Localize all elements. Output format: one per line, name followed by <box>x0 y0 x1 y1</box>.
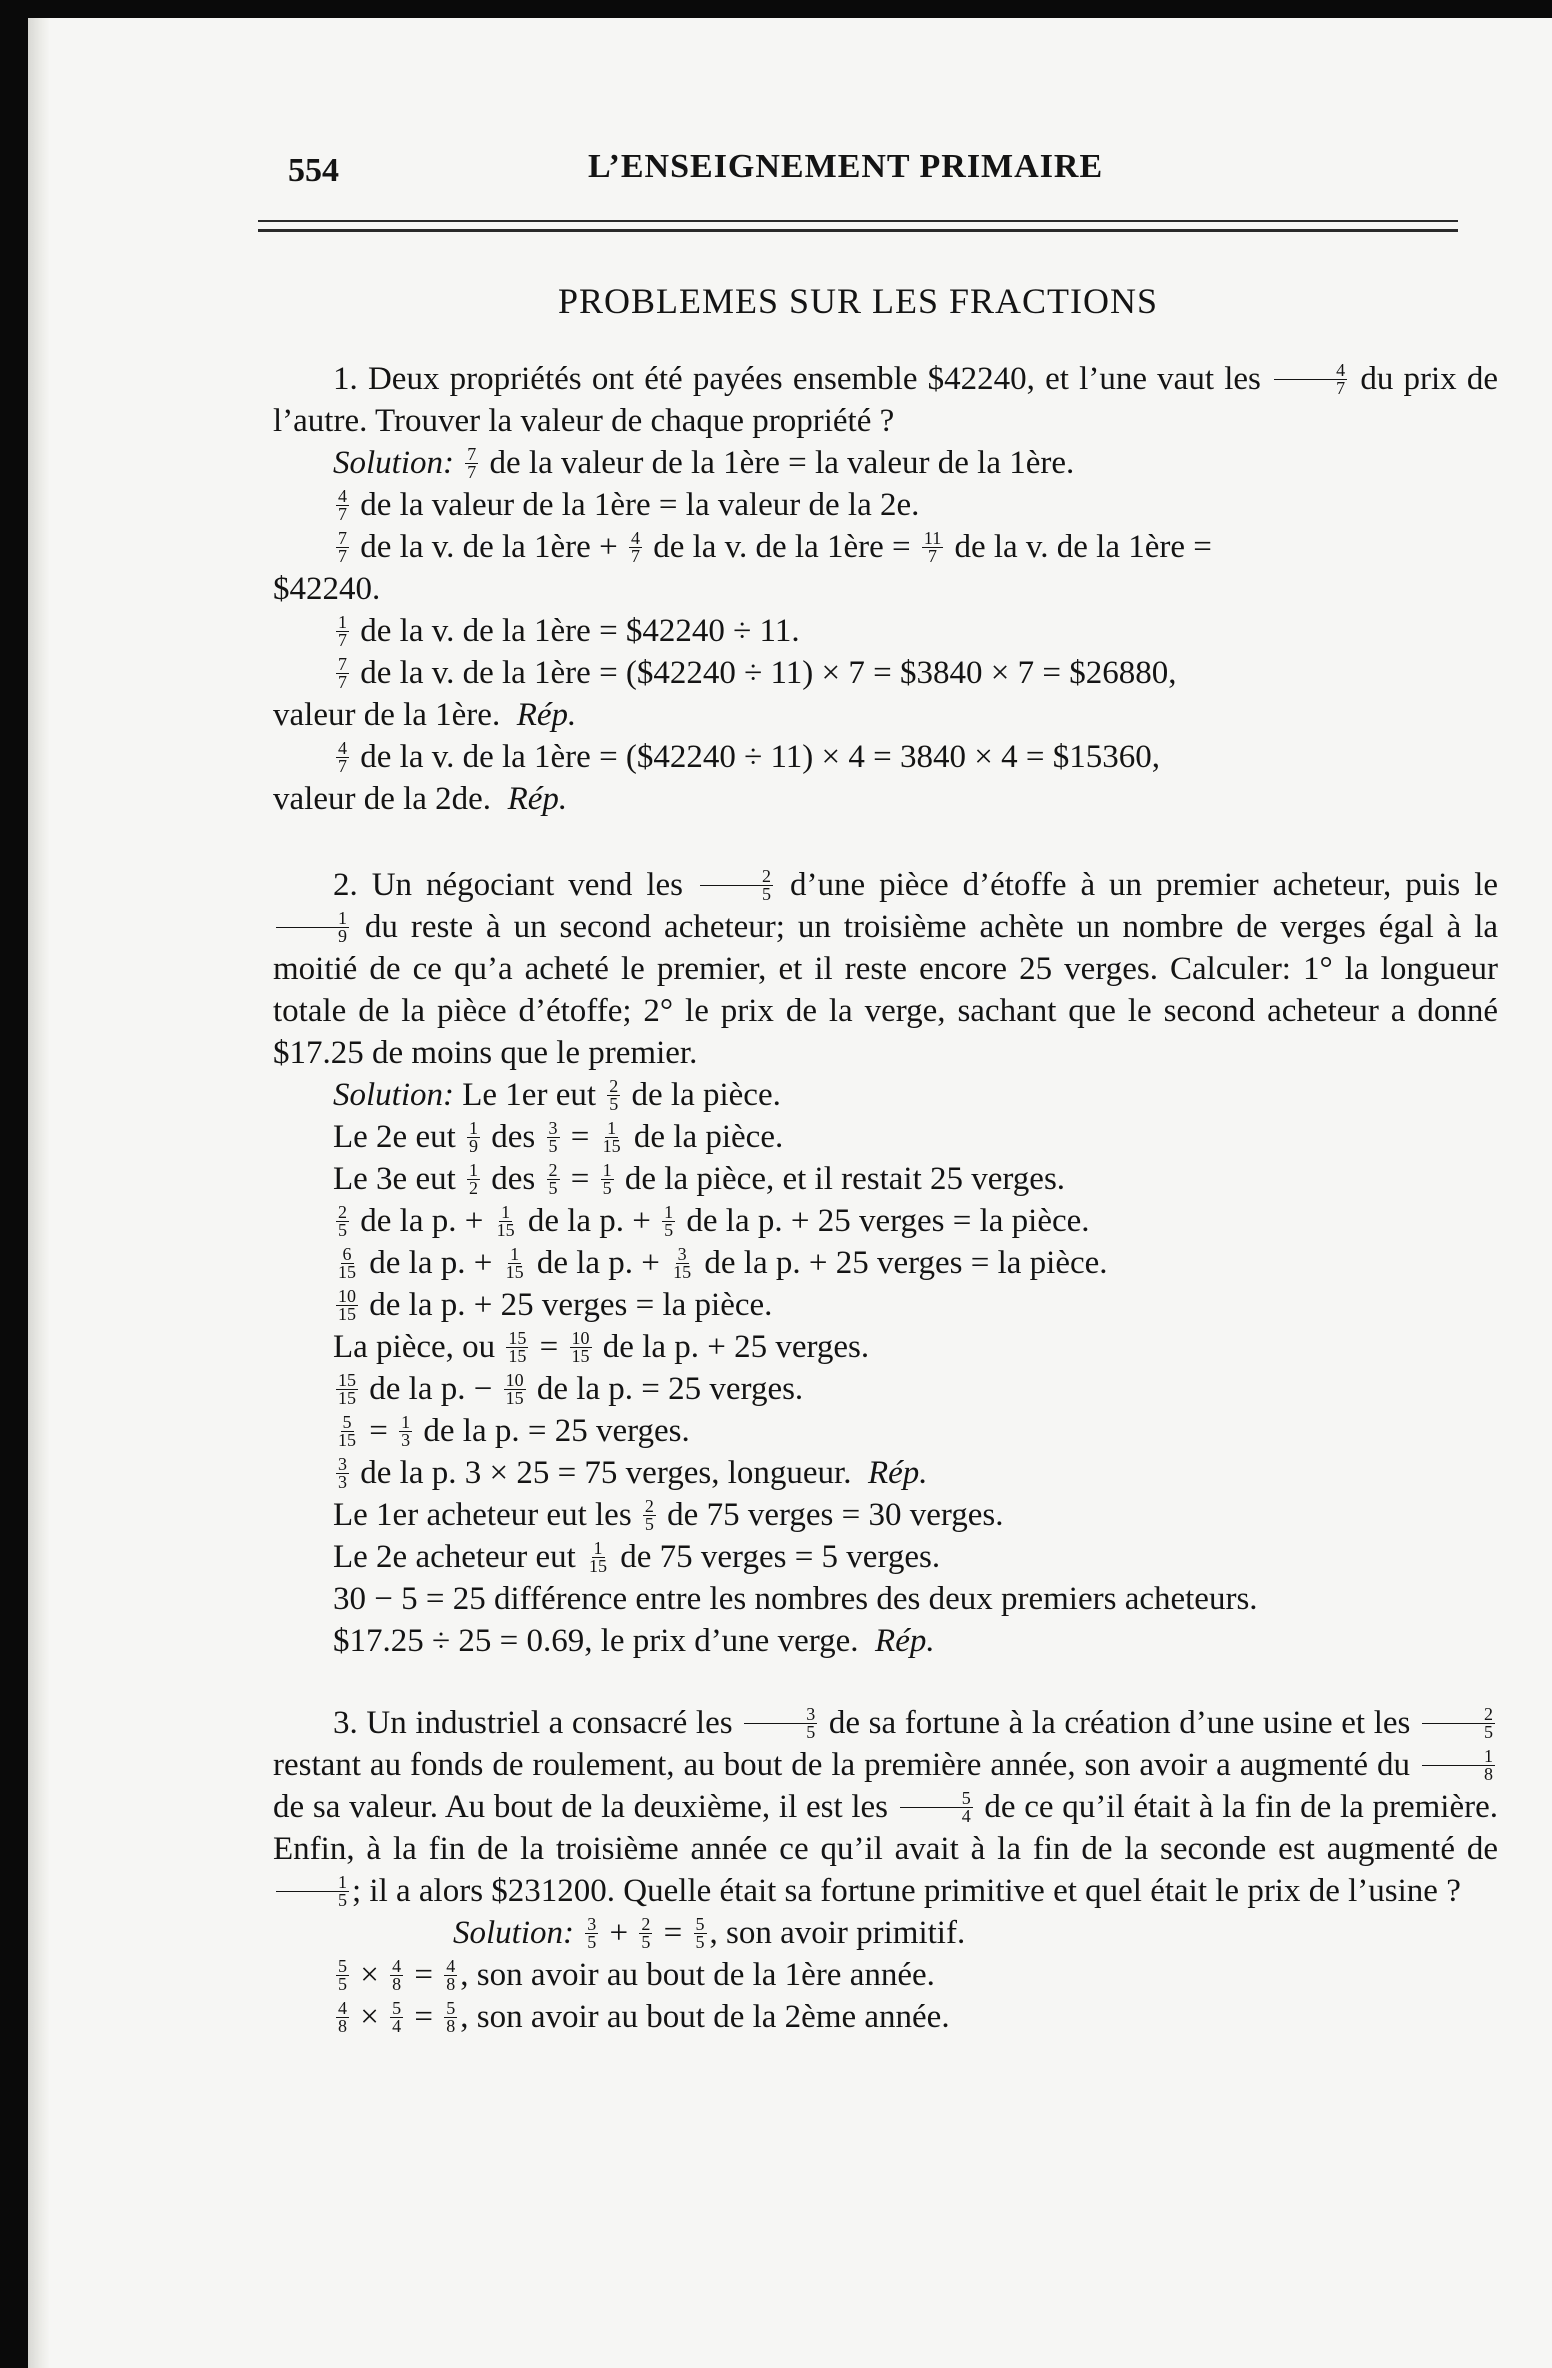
statement-text: de sa fortune à la création d’une usine et les <box>828 1705 1411 1741</box>
solution-text: Le 1er eut <box>462 1077 597 1113</box>
solution-text: de 75 verges = 30 verges. <box>667 1497 1004 1533</box>
fraction: $\frac{10}{15}$ <box>505 1369 524 1408</box>
page-number: 554 <box>288 152 339 189</box>
solution-line <box>273 1326 1498 1368</box>
fraction: $\frac{4}{8}$ <box>392 1955 402 1994</box>
statement-text: de ce qu’il était à la fin de la première. Enfin, à la fin de la troisième année ce qu’il avait à la fin de la seconde est augmenté de <box>273 1789 1499 1867</box>
fraction: $\frac{15}{15}$ <box>338 1369 356 1408</box>
solution-text: de la p. + 25 verges. <box>602 1329 870 1365</box>
solution-line <box>273 1996 1498 2038</box>
solution-line <box>273 610 1498 652</box>
fraction: $\frac{4}{7}$ <box>1274 362 1347 397</box>
fraction: $\frac{2}{5}$ <box>641 1913 651 1952</box>
rep-label: Rép. <box>516 697 577 733</box>
fraction: $\frac{10}{15}$ <box>338 1285 356 1324</box>
solution-line <box>273 1074 1498 1116</box>
solution-text: des <box>491 1119 536 1155</box>
problem-number: 3. <box>333 1705 358 1741</box>
solution-text: de la pièce. <box>633 1119 784 1155</box>
solution-text: des <box>491 1161 536 1197</box>
solution-line <box>273 1494 1498 1536</box>
fraction: $\frac{1}{5}$ <box>602 1159 612 1198</box>
solution-text: de la p. 3 × 25 = 75 verges, longueur. <box>360 1455 852 1491</box>
solution-text: de la pièce, et il restait 25 verges. <box>624 1161 1066 1197</box>
solution-text: = <box>570 1119 590 1155</box>
fraction: $\frac{3}{5}$ <box>548 1117 558 1156</box>
solution-text: de la pièce. <box>631 1077 781 1113</box>
solution-text: de la p. + 25 verges = la pièce. <box>704 1245 1108 1281</box>
fraction: $\frac{4}{7}$ <box>338 485 347 524</box>
solution-line <box>273 1116 1498 1158</box>
fraction: $\frac{3}{3}$ <box>338 1453 347 1492</box>
fraction: $\frac{2}{5}$ <box>644 1495 654 1534</box>
solution-line <box>273 526 1498 568</box>
statement-text: Deux propriétés ont été payées ensemble $42240, et l’une vaut les <box>367 361 1261 397</box>
problem-number: 1. <box>333 361 358 397</box>
solution-text: de la p. + 25 verges = la pièce. <box>369 1287 773 1323</box>
page-content <box>273 358 1498 2038</box>
solution-text: × <box>360 1957 379 1993</box>
solution-text: de la valeur de la 1ère = la valeur de la 2e. <box>360 487 920 523</box>
solution-text: de la p. + <box>369 1245 493 1281</box>
fraction: $\frac{4}{8}$ <box>446 1955 456 1994</box>
fraction: $\frac{10}{15}$ <box>571 1327 590 1366</box>
solution-line <box>273 484 1498 526</box>
fraction: $\frac{1}{5}$ <box>276 1874 349 1909</box>
statement-text: restant au fonds de roulement, au bout de la première année, son avoir a augmenté du <box>273 1747 1411 1783</box>
fraction: $\frac{11}{7}$ <box>923 527 942 566</box>
fraction: $\frac{1}{15}$ <box>496 1201 515 1240</box>
problem-1-statement <box>273 358 1498 442</box>
solution-text: de la p. + 25 verges = la pièce. <box>686 1203 1090 1239</box>
solution-line <box>273 1620 1498 1662</box>
fraction: $\frac{5}{4}$ <box>392 1997 402 2036</box>
fraction: $\frac{4}{7}$ <box>338 737 347 776</box>
solution-text: de la p. + <box>360 1203 484 1239</box>
fraction: $\frac{2}{5}$ <box>338 1201 347 1240</box>
fraction: $\frac{2}{5}$ <box>1422 1706 1495 1741</box>
statement-text: du reste à un second acheteur; un troisième achète un nombre de verges égal à la moitié de ce qu’a acheté le premier, et il reste encore 25 verges. Calculer: 1° la longueur totale de la pièce d’étoffe; 2° le prix de la verge, sachant que le second acheteur a donné $17.25 de moins que le premier. <box>273 909 1499 1071</box>
rep-label: Rép. <box>875 1623 935 1659</box>
solution-line <box>273 1242 1498 1284</box>
statement-text: Un industriel a consacré les <box>366 1705 733 1741</box>
fraction: $\frac{1}{7}$ <box>338 611 347 650</box>
fraction: $\frac{5}{5}$ <box>338 1955 347 1994</box>
solution-text: Le 2e acheteur eut <box>333 1539 576 1575</box>
solution-line <box>273 694 1498 736</box>
rep-label: Rép. <box>867 1455 928 1491</box>
fraction: $\frac{6}{15}$ <box>338 1243 356 1282</box>
solution-line <box>273 1410 1498 1452</box>
fraction: $\frac{7}{7}$ <box>338 653 347 692</box>
fraction: $\frac{1}{3}$ <box>401 1411 411 1450</box>
solution-line <box>273 1912 1498 1954</box>
solution-text: de la p. + <box>536 1245 660 1281</box>
fraction: $\frac{5}{15}$ <box>338 1411 356 1450</box>
statement-text: de sa valeur. Au bout de la deuxième, il est les <box>273 1789 888 1825</box>
fraction: $\frac{1}{5}$ <box>664 1201 674 1240</box>
solution-line <box>273 1158 1498 1200</box>
fraction: $\frac{2}{5}$ <box>700 868 773 903</box>
solution-label: Solution: <box>333 445 454 481</box>
fraction: $\frac{1}{15}$ <box>505 1243 524 1282</box>
solution-line <box>273 1452 1498 1494</box>
solution-text: × <box>360 1999 379 2035</box>
solution-text: = <box>539 1329 559 1365</box>
rep-label: Rép. <box>507 781 568 817</box>
page-edge <box>28 18 50 2368</box>
solution-line <box>273 1954 1498 1996</box>
solution-label: Solution: <box>453 1915 574 1951</box>
running-head: L’ENSEIGNEMENT PRIMAIRE <box>588 148 1104 185</box>
statement-text: du prix de l’autre. Trouver la valeur de chaque propriété ? <box>273 361 1499 439</box>
solution-text: de la v. de la 1ère = ($42240 ÷ 11) × 7 = $3840 × 7 = $26880, <box>360 655 1177 691</box>
solution-text: de la v. de la 1ère = <box>653 529 911 565</box>
spacer <box>273 1662 1498 1702</box>
solution-line <box>273 1284 1498 1326</box>
solution-text: + <box>609 1915 629 1951</box>
solution-line <box>273 778 1498 820</box>
solution-text: de la valeur de la 1ère = la valeur de la 1ère. <box>489 445 1075 481</box>
fraction: $\frac{3}{5}$ <box>587 1913 597 1952</box>
header-rule-thin <box>258 220 1458 222</box>
solution-text: Le 1er acheteur eut les <box>333 1497 632 1533</box>
solution-line <box>273 652 1498 694</box>
problem-number: 2. <box>333 867 358 903</box>
fraction: $\frac{3}{15}$ <box>673 1243 692 1282</box>
fraction: $\frac{1}{8}$ <box>1422 1748 1495 1783</box>
solution-line: $42240. <box>273 571 381 607</box>
fraction: $\frac{15}{15}$ <box>508 1327 527 1366</box>
statement-text: d’une pièce d’étoffe à un premier acheteur, puis le <box>789 867 1499 903</box>
solution-text: = <box>369 1413 388 1449</box>
solution-text: de la p. = 25 verges. <box>423 1413 690 1449</box>
header-rule-thick <box>258 229 1458 232</box>
solution-text: valeur de la 2de. <box>273 781 492 817</box>
solution-text: $17.25 ÷ 25 = 0.69, le prix d’une verge. <box>333 1623 859 1659</box>
fraction: $\frac{7}{7}$ <box>467 443 477 482</box>
solution-line <box>273 736 1498 778</box>
solution-line <box>273 1536 1498 1578</box>
statement-text: ; il a alors $231200. Quelle était sa fortune primitive et quel était le prix de l’usine ? <box>352 1873 1461 1909</box>
fraction: $\frac{1}{15}$ <box>602 1117 621 1156</box>
fraction: $\frac{5}{4}$ <box>900 1790 973 1825</box>
solution-text: valeur de la 1ère. <box>273 697 501 733</box>
solution-line <box>273 1368 1498 1410</box>
fraction: $\frac{7}{7}$ <box>338 527 347 566</box>
section-title: PROBLEMES SUR LES FRACTIONS <box>557 281 1159 321</box>
fraction: $\frac{5}{8}$ <box>446 1997 456 2036</box>
fraction: $\frac{3}{5}$ <box>744 1706 817 1741</box>
solution-text: = <box>414 1957 433 1993</box>
book-page <box>28 18 1552 2368</box>
solution-text: Le 3e eut <box>333 1161 456 1197</box>
solution-text: de la v. de la 1ère = <box>954 529 1212 565</box>
problem-3-statement <box>273 1702 1498 1912</box>
solution-text: , son avoir au bout de la 2ème année. <box>460 1999 950 2035</box>
solution-text: = <box>570 1161 590 1197</box>
solution-text: de la p. + <box>527 1203 651 1239</box>
solution-text: = <box>663 1915 683 1951</box>
fraction: $\frac{1}{9}$ <box>469 1117 479 1156</box>
solution-text: de 75 verges = 5 verges. <box>620 1539 941 1575</box>
solution-text: de la p. − <box>369 1371 493 1407</box>
solution-text: de la v. de la 1ère = ($42240 ÷ 11) × 4 = 3840 × 4 = $15360, <box>360 739 1160 775</box>
page-header <box>258 142 1488 202</box>
solution-text: La pièce, ou <box>333 1329 496 1365</box>
solution-label: Solution: <box>333 1077 454 1113</box>
solution-text: = <box>414 1999 433 2035</box>
fraction: $\frac{1}{2}$ <box>469 1159 479 1198</box>
solution-line: 30 − 5 = 25 différence entre les nombres des deux premiers acheteurs. <box>333 1581 1258 1617</box>
solution-text: de la v. de la 1ère + <box>360 529 618 565</box>
solution-line <box>273 1200 1498 1242</box>
fraction: $\frac{1}{15}$ <box>589 1537 608 1576</box>
spacer <box>273 820 1498 864</box>
fraction: $\frac{2}{5}$ <box>548 1159 558 1198</box>
fraction: $\frac{1}{9}$ <box>276 910 349 945</box>
solution-text: , son avoir au bout de la 1ère année. <box>460 1957 935 1993</box>
statement-text: Un négociant vend les <box>371 867 684 903</box>
solution-text: , son avoir primitif. <box>709 1915 966 1951</box>
fraction: $\frac{5}{5}$ <box>695 1913 705 1952</box>
solution-line <box>273 442 1498 484</box>
fraction: $\frac{4}{8}$ <box>338 1997 347 2036</box>
solution-text: de la p. = 25 verges. <box>536 1371 804 1407</box>
solution-text: Le 2e eut <box>333 1119 456 1155</box>
problem-2-statement <box>273 864 1498 1074</box>
fraction: $\frac{2}{5}$ <box>609 1075 619 1114</box>
solution-text: de la v. de la 1ère = $42240 ÷ 11. <box>360 613 800 649</box>
fraction: $\frac{4}{7}$ <box>630 527 640 566</box>
